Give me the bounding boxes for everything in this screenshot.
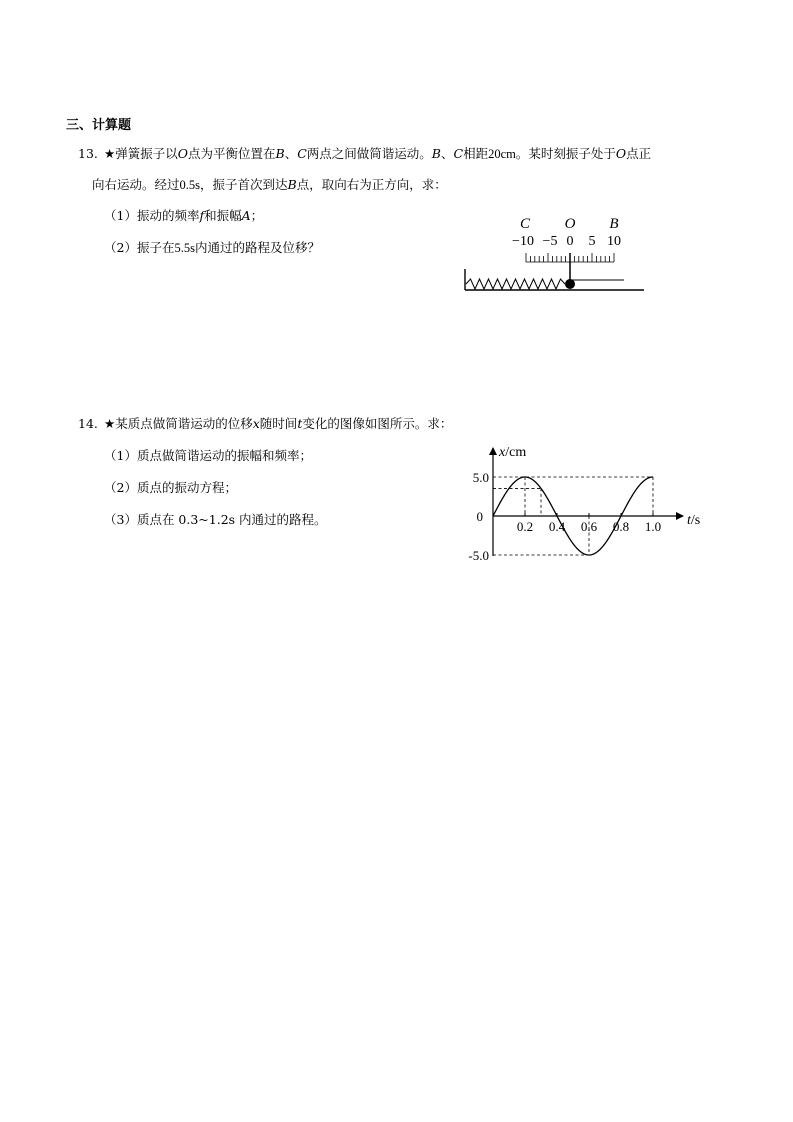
star-icon: ★	[104, 146, 116, 161]
star-icon: ★	[104, 416, 116, 431]
scale-label-neg5: −5	[542, 234, 558, 249]
q14-number: 14.	[78, 416, 98, 431]
y-tick-label: -5.0	[468, 548, 489, 563]
q13-line-1: ★弹簧振子以O点为平衡位置在B、C两点之间做简谐运动。B、C相距20cm。某时刻振子处于O点正	[104, 146, 652, 161]
x-tick-label: 0.6	[580, 519, 598, 534]
point-label-o: O	[564, 216, 576, 232]
scale-label-0: 0	[566, 234, 574, 249]
spring-oscillator-figure	[458, 208, 654, 298]
y-tick-label: 5.0	[472, 470, 489, 485]
section-title: 三、计算题	[66, 118, 132, 133]
scale-label-10: 10	[607, 234, 621, 249]
x-tick-label: 1.0	[644, 519, 662, 534]
q14-sub-1: （1）质点做简谐运动的振幅和频率；	[104, 448, 312, 463]
q14-line-1: ★某质点做简谐运动的位移x随时间t变化的图像如图所示。求：	[104, 416, 453, 431]
q13-sub-2: （2）振子在5.5s内通过的路程及位移？	[104, 240, 320, 255]
x-tick-label: 0.8	[612, 519, 630, 534]
point-label-b: B	[609, 216, 619, 232]
displacement-time-chart	[455, 438, 717, 570]
q13-line-2: 向右运动。经过0.5s，振子首次到达B点，取向右为正方向，求：	[92, 177, 447, 192]
oscillator-ball	[565, 279, 575, 289]
q14-sub-2: （2）质点的振动方程；	[104, 480, 237, 495]
q13-sub-1: （1）振动的频率f和振幅A；	[104, 208, 264, 223]
y-axis-label: x/cm	[499, 445, 527, 460]
spring	[466, 279, 565, 289]
q13-number: 13.	[78, 146, 98, 161]
origin-label: 0	[476, 509, 483, 524]
x-axis-label: t/s	[687, 513, 701, 528]
scale-label-neg10: −10	[512, 234, 534, 249]
point-label-c: C	[519, 216, 531, 232]
x-tick-label: 0.4	[548, 519, 566, 534]
x-tick-label: 0.2	[516, 519, 534, 534]
q14-sub-3: （3）质点在 0.3~1.2s 内通过的路程。	[104, 512, 327, 527]
scale-label-5: 5	[588, 234, 596, 249]
